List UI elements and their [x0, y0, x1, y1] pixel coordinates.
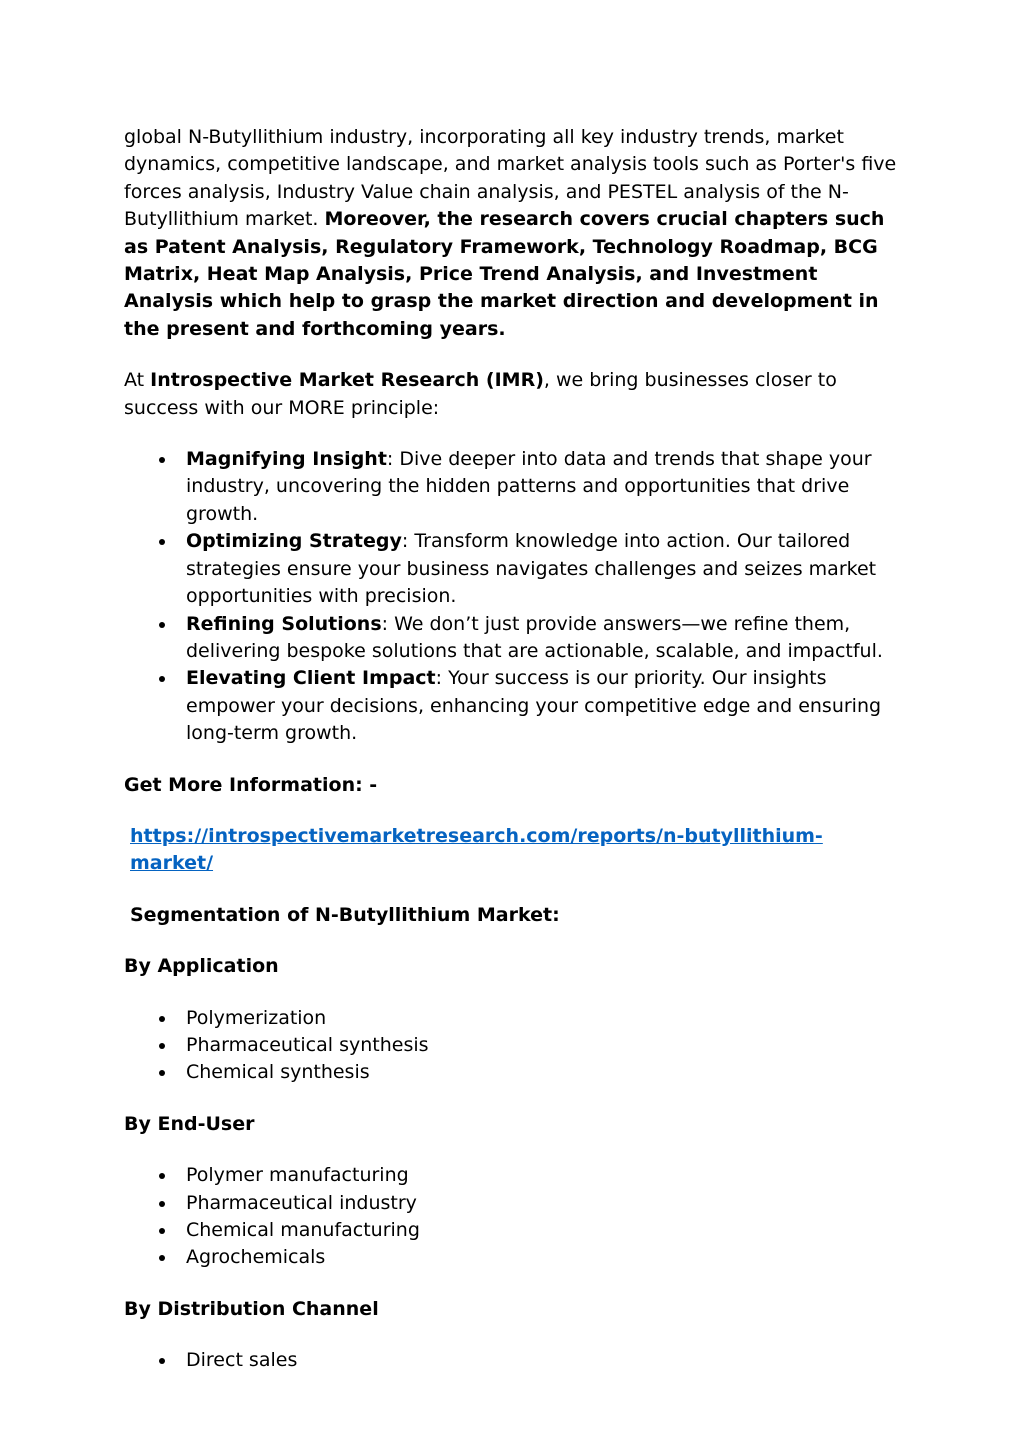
intro-paragraph	[124, 124, 904, 343]
imr-suffix: , we bring businesses closer to success with our MORE principle:	[124, 369, 837, 419]
by-application-heading: By Application	[124, 955, 279, 978]
end-user-list	[124, 1162, 904, 1272]
imr-company-name: Introspective Market Research (IMR)	[150, 369, 544, 392]
imr-prefix: At	[124, 369, 151, 392]
document-page	[124, 124, 904, 1399]
intro-text: global N-Butyllithium industry, incorporating all key industry trends, market dynamics, competitive landscape, and market analysis tools such as Porter's five forces analysis, Industry Value chain analysis, and PESTEL analysis of the N-Butyllithium market.	[124, 126, 897, 231]
imr-paragraph	[124, 367, 904, 422]
list-item	[124, 611, 904, 666]
report-link[interactable]: https://introspectivemarketresearch.com/reports/n-butyllithium-market/	[130, 824, 823, 875]
list-item	[124, 446, 904, 528]
more-principles-list	[124, 446, 904, 747]
segmentation-title: Segmentation of N-Butyllithium Market:	[130, 903, 560, 926]
principle-title: Magnifying Insight	[186, 448, 387, 471]
list-item: Chemical synthesis	[124, 1059, 904, 1086]
list-item: Direct sales	[124, 1347, 904, 1374]
principle-title: Optimizing Strategy	[186, 530, 402, 553]
more-info-heading: Get More Information: -	[124, 773, 378, 796]
list-item	[124, 665, 904, 747]
report-link-line	[124, 823, 904, 878]
list-item: Agrochemicals	[124, 1244, 904, 1271]
principle-text: : We don’t just provide answers—we refine them, delivering bespoke solutions that are actionable, scalable, and impactful.	[186, 612, 883, 662]
list-item: Chemical manufacturing	[124, 1217, 904, 1244]
list-item: Pharmaceutical synthesis	[124, 1032, 904, 1059]
application-list	[124, 1005, 904, 1087]
principle-title: Refining Solutions	[186, 612, 382, 635]
distribution-list	[124, 1347, 904, 1374]
principle-text: : Transform knowledge into action. Our tailored strategies ensure your business navigates challenges and seizes market opportunities with precision.	[186, 530, 877, 608]
list-item: Polymer manufacturing	[124, 1162, 904, 1189]
by-end-user-heading: By End-User	[124, 1112, 255, 1135]
list-item	[124, 528, 904, 610]
principle-title: Elevating Client Impact	[186, 667, 436, 690]
by-distribution-heading: By Distribution Channel	[124, 1297, 379, 1320]
list-item: Pharmaceutical industry	[124, 1190, 904, 1217]
intro-bold-text: Moreover, the research covers crucial chapters such as Patent Analysis, Regulatory Framework, Technology Roadmap, BCG Matrix, Heat Map Analysis, Price Trend Analysis, and Investment Analysis which help to grasp the market direction and development in the present and forthcoming years.	[124, 208, 885, 340]
principle-text: : Dive deeper into data and trends that shape your industry, uncovering the hidden patterns and opportunities that drive growth.	[186, 448, 872, 525]
principle-text: : Your success is our priority. Our insights empower your decisions, enhancing your competitive edge and ensuring long-term growth.	[186, 667, 882, 745]
list-item: Polymerization	[124, 1005, 904, 1032]
